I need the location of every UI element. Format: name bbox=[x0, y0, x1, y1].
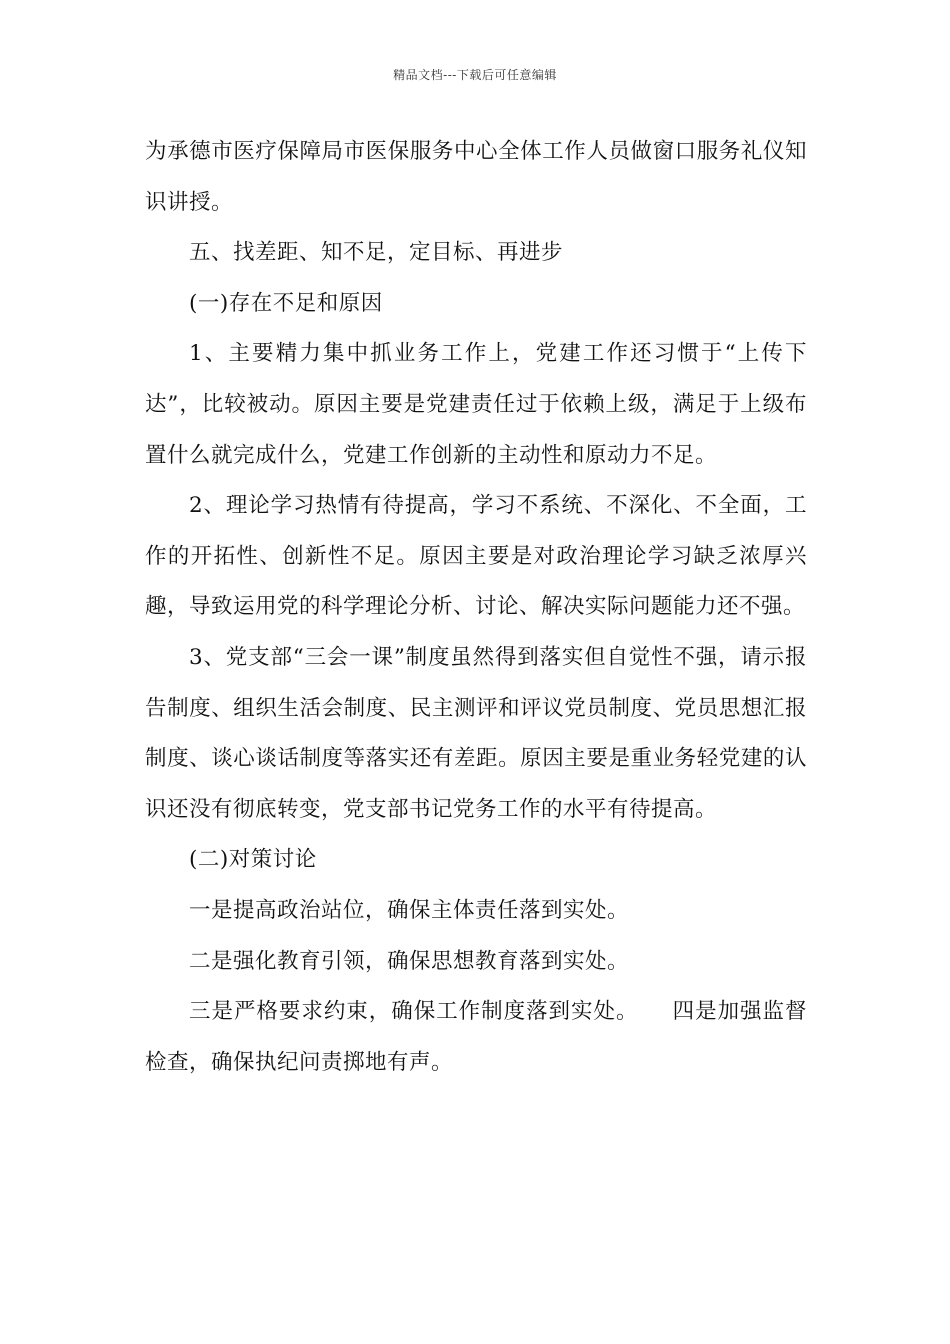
paragraph-item-1: 1、主要精力集中抓业务工作上，党建工作还习惯于“上传下达”，比较被动。原因主要是党建责任过于依赖上级，满足于上级布置什么就完成什么，党建工作创新的主动性和原动力不足。 bbox=[145, 341, 807, 468]
measure-two: 二是强化教育引领，确保思想教育落到实处。 bbox=[189, 948, 630, 974]
paragraph-item-2: 2、理论学习热情有待提高，学习不系统、不深化、不全面，工作的开拓性、创新性不足。原因主要是对政治理论学习缺乏浓厚兴趣，导致运用党的科学理论分析、讨论、解决实际问题能力还不强。 bbox=[145, 493, 807, 620]
section-heading-five: 五、找差距、知不足，定目标、再进步 bbox=[189, 240, 564, 266]
page-header: 精品文档---下载后可任意编辑 bbox=[393, 68, 557, 82]
paragraph-continuation: 为承德市医疗保障局市医保服务中心全体工作人员做窗口服务礼仪知识讲授。 bbox=[145, 139, 807, 215]
measure-three-four: 三是严格要求约束，确保工作制度落到实处。 四是加强监督检查，确保执纪问责掷地有声。 bbox=[145, 999, 807, 1075]
paragraph-item-3: 3、党支部“三会一课”制度虽然得到落实但自觉性不强，请示报告制度、组织生活会制度、民主测评和评议党员制度、党员思想汇报制度、谈心谈话制度等落实还有差距。原因主要是重业务轻党建的认识还没有彻底转变，党支部书记党务工作的水平有待提高。 bbox=[145, 644, 807, 822]
document-body bbox=[145, 127, 807, 1088]
subheading-countermeasures: (二)对策讨论 bbox=[189, 847, 317, 873]
measure-one: 一是提高政治站位，确保主体责任落到实处。 bbox=[189, 897, 630, 923]
subheading-shortcomings: (一)存在不足和原因 bbox=[189, 290, 383, 316]
